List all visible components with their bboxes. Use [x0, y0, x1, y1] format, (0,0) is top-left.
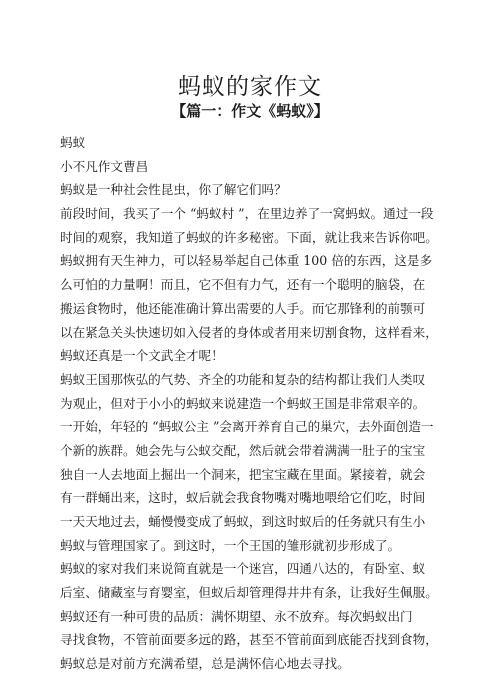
text-line: 一天天地过去，蛹慢慢变成了蚂蚁，到这时蚁后的任务就只有生小	[60, 514, 426, 529]
text-line: 以在紧急关头快速切如入侵者的身体或者用来切割食物，这样看来，	[60, 324, 438, 340]
text-line: 蚂蚁还真是一个文武全才呢！	[60, 348, 224, 364]
text-line: 蚂蚁还有一种可贵的品质：满怀期望、永不放弃。每次蚂蚁出门	[60, 608, 413, 624]
document-body	[60, 131, 460, 676]
text-line: 小不凡作文曹昌	[60, 158, 149, 174]
text-line: 为观止，但对于小小的蚂蚁来说建造一个蚂蚁王国是非常艰辛的。	[60, 395, 426, 411]
text-line: 蚂蚁	[60, 135, 86, 150]
document-title: 蚂蚁的家作文	[178, 74, 322, 100]
text-line: 有一群蛹出来，这时，蚁后就会我食物嘴对嘴地喂给它们吃，时间	[60, 490, 426, 506]
text-line: 后室、储藏室与育婴室，但蚁后却管理得井井有条，让我好生佩服。	[60, 585, 438, 601]
text-line: 时间的观察，我知道了蚂蚁的许多秘密。下面，就让我来告诉你吧。	[60, 229, 438, 245]
text-line: 蚂蚁是一种社会性昆虫，你了解它们吗？	[60, 182, 287, 198]
text-line: 个新的族群。她会先与公蚁交配，然后就会带着满满一肚子的宝宝	[60, 442, 426, 458]
text-line: 蚂蚁与管理国家了。到这时，一个王国的雏形就初步形成了。	[60, 537, 401, 553]
text-line: 蚂蚁王国那恢弘的气势、齐全的功能和复杂的结构都让我们人类叹	[60, 371, 426, 387]
text-line: 独自一人去地面上掘出一个洞来，把宝宝藏在里面。紧接着，就会	[60, 466, 426, 482]
text-line: 蚂蚁拥有天生神力，可以轻易举起自己体重 100 倍的东西，这是多	[60, 253, 433, 269]
text-line: 蚂蚁的家对我们来说简直就是一个迷宫，四通八达的，有卧室、蚁	[60, 561, 426, 577]
text-line: 蚂蚁总是对前方充满希望，总是满怀信心地去寻找。	[60, 656, 350, 672]
text-line: 一开始，年轻的 “蚂蚁公主 ”会离开养育自己的巢穴，去外面创造一	[60, 419, 434, 435]
text-line: 搬运食物时，他还能准确计算出需要的人手。而它那锋利的前颚可	[60, 300, 426, 316]
text-line: 么可怕的力量啊！而且，它不但有力气，还有一个聪明的脑袋，在	[60, 277, 426, 293]
text-line: 寻找食物，不管前面要多远的路，甚至不管前面到底能否找到食物，	[60, 632, 438, 648]
text-line: 前段时间，我买了一个 “蚂蚁村 ”，在里边养了一窝蚂蚁。通过一段	[60, 206, 434, 222]
document-subtitle: 【篇一：作文《蚂蚁》】	[171, 102, 329, 120]
